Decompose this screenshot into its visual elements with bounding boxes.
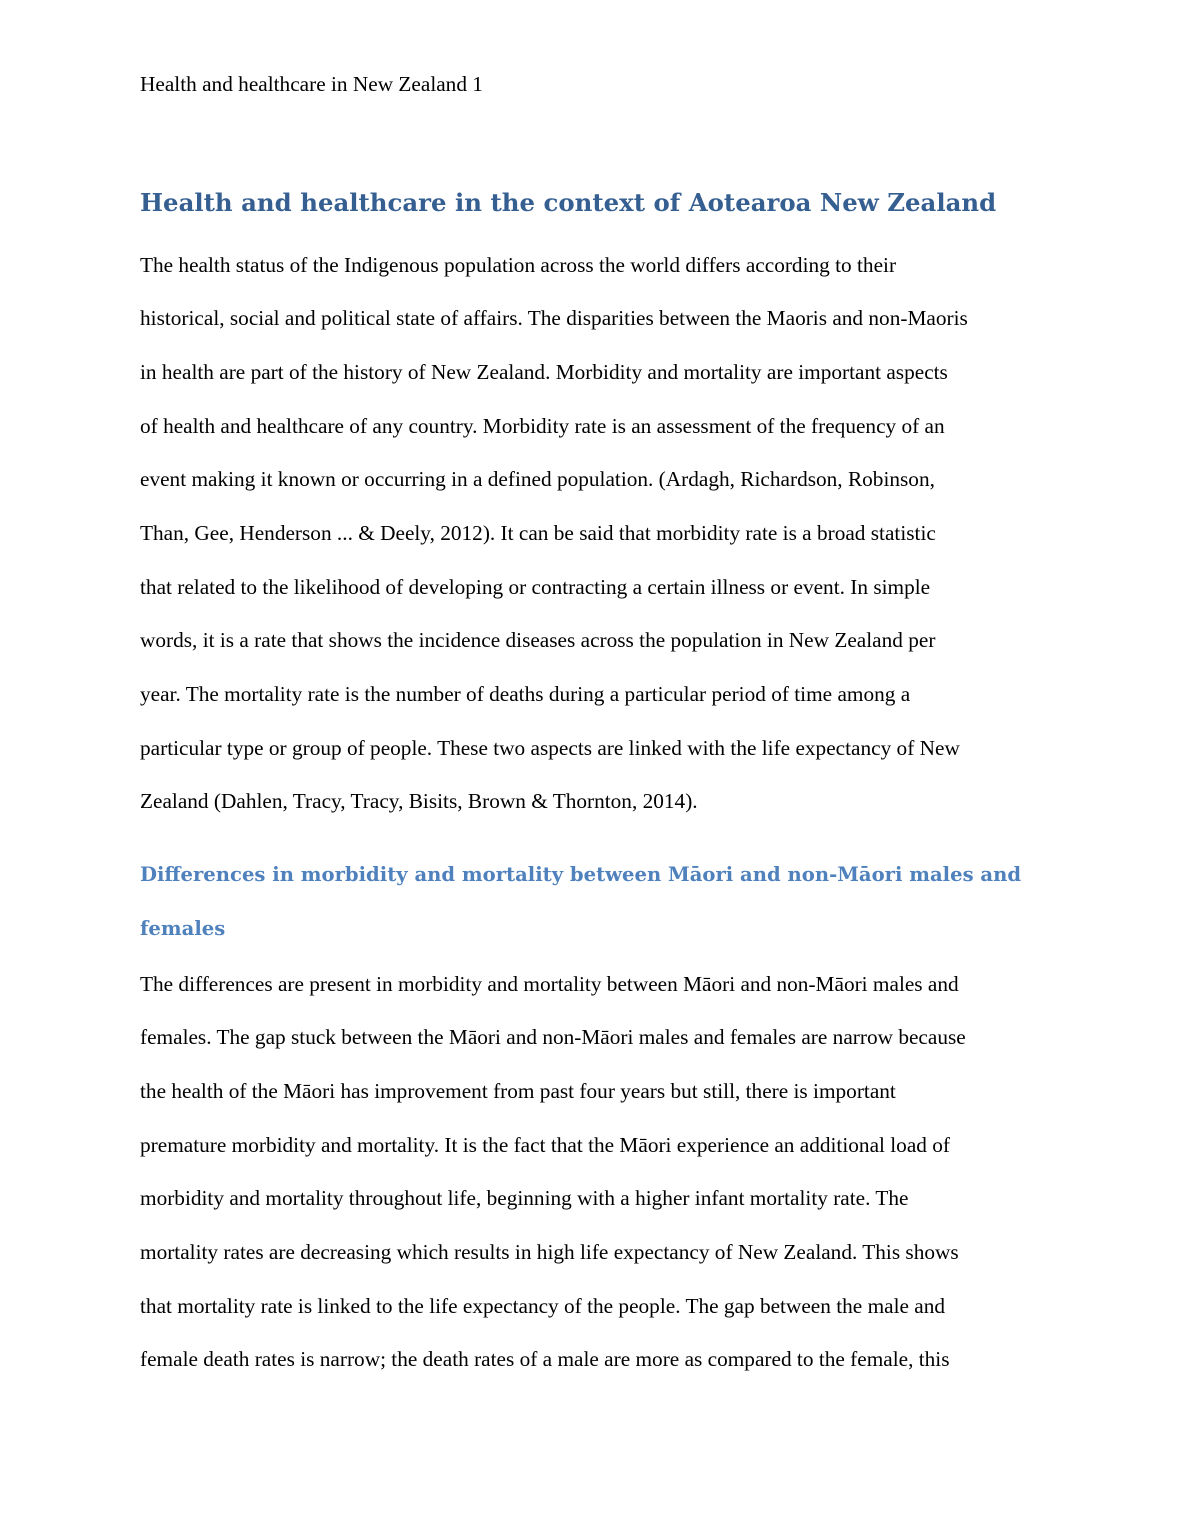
section-heading-line: Differences in morbidity and mortality between Māori and non-Māori males and bbox=[140, 863, 1022, 886]
paragraph-line: of health and healthcare of any country. Morbidity rate is an assessment of the frequency of an bbox=[140, 414, 945, 438]
paragraph-line: words, it is a rate that shows the incidence diseases across the population in New Zealand per bbox=[140, 628, 936, 652]
paragraph-line: mortality rates are decreasing which results in high life expectancy of New Zealand. This shows bbox=[140, 1240, 959, 1264]
document-title: Health and healthcare in the context of Aotearoa New Zealand bbox=[140, 188, 997, 217]
paragraph-line: in health are part of the history of New Zealand. Morbidity and mortality are important aspects bbox=[140, 360, 948, 384]
running-head: Health and healthcare in New Zealand 1 bbox=[140, 72, 483, 96]
paragraph-line: year. The mortality rate is the number of deaths during a particular period of time among a bbox=[140, 682, 911, 706]
paragraph-line: historical, social and political state of affairs. The disparities between the Maoris and non-Maoris bbox=[140, 306, 968, 330]
paragraph-line: The health status of the Indigenous population across the world differs according to their bbox=[140, 253, 897, 277]
paragraph-line: particular type or group of people. These two aspects are linked with the life expectancy of New bbox=[140, 736, 960, 760]
paragraph-line: that mortality rate is linked to the life expectancy of the people. The gap between the male and bbox=[140, 1294, 946, 1318]
paragraph-line: premature morbidity and mortality. It is the fact that the Māori experience an additional load of bbox=[140, 1133, 950, 1157]
paragraph-line: Zealand (Dahlen, Tracy, Tracy, Bisits, Brown & Thornton, 2014). bbox=[140, 789, 698, 813]
paragraph-line: the health of the Māori has improvement from past four years but still, there is important bbox=[140, 1079, 896, 1103]
paragraph-line: females. The gap stuck between the Māori and non-Māori males and females are narrow because bbox=[140, 1025, 966, 1049]
paragraph-line: morbidity and mortality throughout life, beginning with a higher infant mortality rate. The bbox=[140, 1186, 909, 1210]
paragraph-line: that related to the likelihood of developing or contracting a certain illness or event. In simple bbox=[140, 575, 931, 599]
paragraph-line: event making it known or occurring in a defined population. (Ardagh, Richardson, Robinson, bbox=[140, 467, 935, 491]
paragraph-line: female death rates is narrow; the death rates of a male are more as compared to the female, this bbox=[140, 1347, 950, 1371]
paragraph-line: Than, Gee, Henderson ... & Deely, 2012). It can be said that morbidity rate is a broad statistic bbox=[140, 521, 936, 545]
section-heading-line: females bbox=[140, 917, 226, 940]
paragraph-line: The differences are present in morbidity and mortality between Māori and non-Māori males and bbox=[140, 972, 959, 996]
